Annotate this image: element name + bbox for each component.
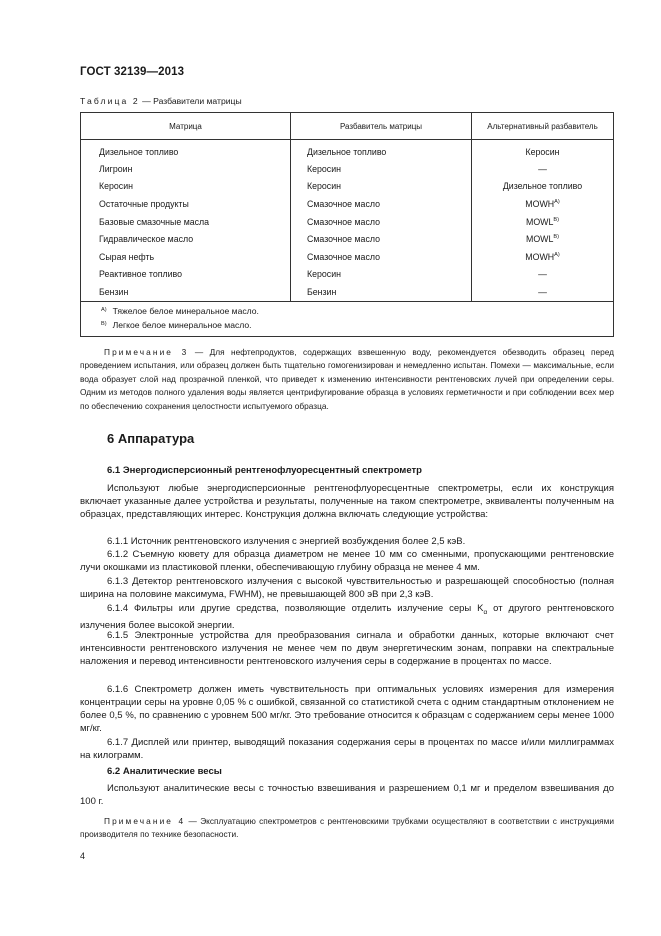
cell-diluent: Смазочное масло [291, 213, 472, 231]
subsection-6-2-text: Используют аналитические весы с точностью взвешивания и разрешением 0,1 мг и пределом взвешивания до 100 г. [80, 783, 614, 808]
cell-matrix: Сырая нефть [81, 248, 291, 266]
cell-diluent: Керосин [291, 160, 472, 178]
cell-alternative: $MOWH^{A)}$ [472, 195, 614, 213]
cell-diluent: Смазочное масло [291, 248, 472, 266]
cell-diluent: Смазочное масло [291, 195, 472, 213]
cell-matrix: Реактивное топливо [81, 266, 291, 284]
note-3-label: Примечание 3 [104, 347, 189, 357]
item-6-1-5: 6.1.5 Электронные устройства для преобразования сигнала и обработки данных, которые включают счет интенсивности рентгеновского излучения не менее чем по двум энергетическим зонам, поправки на спектральные наложения и перевод интенсивности рентгеновского излучения серы в содержание в процентах по массе. [80, 630, 614, 668]
cell-diluent: Смазочное масло [291, 230, 472, 248]
cell-matrix: Гидравлическое масло [81, 230, 291, 248]
item-6-1-3: 6.1.3 Детектор рентгеновского излучения с высокой чувствительностью и разрешающей способностью (полная ширина на половине максимума, FWHM), не превышающей 800 эВ при 2,3 кэВ. [80, 576, 614, 601]
cell-diluent: Керосин [291, 178, 472, 196]
note-4 [80, 815, 614, 842]
note-3-text: — Для нефтепродуктов, содержащих взвешенную воду, рекомендуется обезводить образец перед проведением испытания, или образец должен быть тщательно гомогенизирован и немедленно испытан. Помехи — максимальные, если вода образует слой над прозрачной пленкой, что приведет к изменению интенсивности рентгеновских лучей при определении серы. Одним из методов полного удаления воды является центрифугирование образца в условиях герметичности и при соблюдении всех мер по обеспечению сохранения целостности испытуемого образца. [80, 347, 614, 411]
note-4-text: — Эксплуатацию спектрометров с рентгеновскими трубками осуществляют в соответствии с инструкциями производителя по технике безопасности. [80, 816, 614, 840]
column-header-diluent: Разбавитель матрицы [291, 113, 472, 140]
table-row [81, 213, 614, 231]
table-row [81, 178, 614, 196]
cell-matrix: Бензин [81, 283, 291, 301]
footnote: $^{B)}$ Легкое белое минеральное масло. [101, 320, 252, 331]
footnote: $^{A)}$ Тяжелое белое минеральное масло. [101, 305, 259, 316]
subsection-6-2-title: 6.2 Аналитические весы [107, 766, 222, 777]
table-row [81, 195, 614, 213]
cell-matrix: Лигроин [81, 160, 291, 178]
cell-matrix: Базовые смазочные масла [81, 213, 291, 231]
table-row [81, 230, 614, 248]
subsection-6-1-intro: Используют любые энергодисперсионные рентгенофлуоресцентные спектрометры, если их конструкция включает указанные далее устройства и результаты, полученные на таком спектрометре, эквиваленты полученным на образцах, представляющих интерес. Конструкция должна включать следующие устройства: [80, 483, 614, 521]
note-4-label: Примечание 4 [104, 816, 186, 826]
item-6-1-1: 6.1.1 Источник рентгеновского излучения с энергией возбуждения более 2,5 кэВ. [107, 536, 466, 547]
item-6-1-2: 6.1.2 Съемную кювету для образца диаметром не менее 10 мм со сменными, пропускающими рентгеновские лучи окошками из пластиковой пленки, обеспечивающую глубину образца не менее 4 мм. [80, 549, 614, 574]
item-6-1-6: 6.1.6 Спектрометр должен иметь чувствительность при оптимальных условиях измерения для измерения концентрации серы на уровне 0,05 % с ошибкой, связанной со статистикой счета с одним стандартным отклонением не более 0,5 %, по сравнению с уровнем 500 мг/кг. Это требование относится к образцам с содержанием серы менее 1000 мг/кг. [80, 684, 614, 735]
cell-diluent: Дизельное топливо [291, 140, 472, 161]
diluent-table [80, 112, 614, 337]
page-number: 4 [80, 851, 86, 861]
cell-alternative: — [472, 266, 614, 284]
cell-matrix: Остаточные продукты [81, 195, 291, 213]
table-row [81, 266, 614, 284]
cell-alternative: Керосин [472, 140, 614, 161]
section-6-title: 6 Аппаратура [107, 431, 195, 446]
column-header-alternative: Альтернативный разбавитель [472, 113, 614, 140]
cell-diluent: Керосин [291, 266, 472, 284]
cell-diluent: Бензин [291, 283, 472, 301]
table-footnotes-row [81, 301, 614, 336]
cell-alternative: Дизельное топливо [472, 178, 614, 196]
subsection-6-1-title: 6.1 Энергодисперсионный рентгенофлуоресцентный спектрометр [107, 465, 422, 476]
cell-alternative: $MOWL^{B)}$ [472, 230, 614, 248]
table-header-row [81, 113, 614, 140]
table-caption-label: Таблица 2 [80, 96, 140, 106]
table-row [81, 160, 614, 178]
column-header-matrix: Матрица [81, 113, 291, 140]
table-row [81, 140, 614, 161]
table-caption [80, 96, 242, 106]
item-6-1-4: 6.1.4 Фильтры или другие средства, позволяющие отделить излучение серы $K_\alpha$ от другого рентгеновского излучения более высокой энергии. [80, 603, 614, 631]
cell-matrix: Керосин [81, 178, 291, 196]
item-6-1-7: 6.1.7 Дисплей или принтер, выводящий показания содержания серы в процентах по массе и/или миллиграммах на килограмм. [80, 737, 614, 762]
note-3 [80, 346, 614, 413]
table-footnotes [81, 301, 614, 336]
table-row [81, 283, 614, 301]
cell-matrix: Дизельное топливо [81, 140, 291, 161]
cell-alternative: $MOWH^{A)}$ [472, 248, 614, 266]
table-row [81, 248, 614, 266]
cell-alternative: — [472, 283, 614, 301]
standard-header: ГОСТ 32139—2013 [80, 66, 185, 78]
cell-alternative: — [472, 160, 614, 178]
cell-alternative: $MOWL^{B)}$ [472, 213, 614, 231]
table-caption-title: — Разбавители матрицы [139, 96, 242, 106]
